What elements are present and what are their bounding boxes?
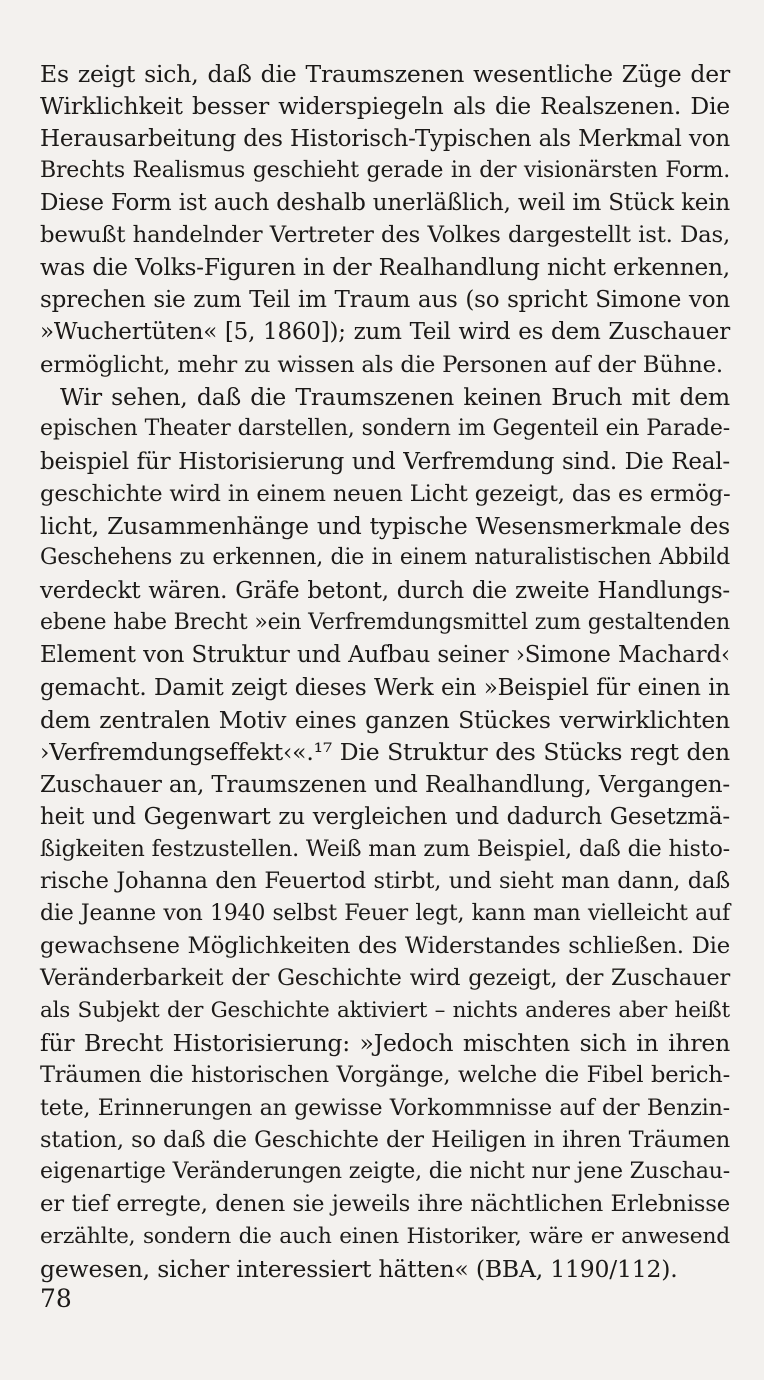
text-line: ebene habe Brecht »ein Verfremdungsmittel zum gestaltenden [40,610,730,636]
body-text [40,58,730,1285]
text-line: tete, Erinnerungen an gewisse Vorkommnisse auf der Benzin- [40,1094,730,1121]
text-line: eigenartige Veränderungen zeigte, die nicht nur jene Zuschau- [40,1159,730,1185]
paragraph-1 [40,58,730,381]
text-line: was die Volks-Figuren in der Realhandlung nicht erkennen, [40,253,730,281]
text-line: epischen Theater darstellen, sondern im Gegenteil ein Parade- [40,416,730,442]
text-line: Veränderbarkeit der Geschichte wird gezeigt, der Zuschauer [40,965,730,992]
text-line: gewesen, sicher interessiert hätten« (BBA, 1190/112). [40,1254,678,1283]
text-line: rische Johanna den Feuertod stirbt, und sieht man dann, daß [40,868,730,895]
text-line: gewachsene Möglichkeiten des Widerstandes schließen. Die [40,933,730,960]
text-line: bewußt handelnder Vertreter des Volkes dargestellt ist. Das, [40,222,730,249]
text-line: er tief erregte, denen sie jeweils ihre nächtlichen Erlebnisse [40,1191,730,1218]
text-line: »Wuchertüten« [5, 1860]); zum Teil wird es dem Zuschauer [40,319,730,346]
text-line: als Subjekt der Geschichte aktiviert – nichts anderes aber heißt [40,997,730,1023]
text-line: station, so daß die Geschichte der Heiligen in ihren Träumen [40,1126,730,1153]
text-line: erzählte, sondern die auch einen Historiker, wäre er anwesend [40,1223,730,1249]
text-line: Element von Struktur und Aufbau seiner ›Simone Machard‹ [40,642,730,669]
text-line: ermöglicht, mehr zu wissen als die Personen auf der Bühne. [40,351,723,378]
text-line: verdeckt wären. Gräfe betont, durch die zweite Handlungs- [40,577,730,604]
text-line: licht, Zusammenhänge und typische Wesensmerkmale des [40,512,730,541]
paragraph-2 [40,381,730,1285]
text-line: Brechts Realismus geschieht gerade in der visionärsten Form. [40,157,730,183]
text-line: Träumen die historischen Vorgänge, welche die Fibel berich- [40,1062,730,1089]
text-line: ›Verfremdungseffekt‹«.¹⁷ Die Struktur des Stücks regt den [40,738,730,767]
text-line: sprechen sie zum Teil im Traum aus (so spricht Simone von [40,287,730,314]
page-number: 78 [40,1284,72,1313]
text-line: Wirklichkeit besser widerspiegeln als die Realszenen. Die [40,92,730,121]
text-line: für Brecht Historisierung: »Jedoch mischten sich in ihren [40,1028,730,1057]
text-line: gemacht. Damit zeigt dieses Werk ein »Beispiel für einen in [40,674,730,701]
text-line: die Jeanne von 1940 selbst Feuer legt, kann man vielleicht auf [40,900,730,926]
text-line: Zuschauer an, Traumszenen und Realhandlung, Vergangen- [40,771,730,798]
text-line: beispiel für Historisierung und Verfremdung sind. Die Real- [40,448,730,475]
text-line: Wir sehen, daß die Traumszenen keinen Bruch mit dem [60,382,730,411]
text-line: geschichte wird in einem neuen Licht gezeigt, das es ermög- [40,480,731,507]
text-line: Herausarbeitung des Historisch-Typischen als Merkmal von [40,125,730,152]
text-line: dem zentralen Motiv eines ganzen Stückes verwirklichten [40,705,730,734]
text-line: Diese Form ist auch deshalb unerläßlich, weil im Stück kein [40,190,730,217]
text-line: heit und Gegenwart zu vergleichen und dadurch Gesetzmä- [40,803,730,830]
text-line: Geschehens zu erkennen, die in einem naturalistischen Abbild [40,545,730,571]
text-line: Es zeigt sich, daß die Traumszenen wesentliche Züge der [40,60,730,88]
text-line: ßigkeiten festzustellen. Weiß man zum Beispiel, daß die histo- [40,836,730,863]
